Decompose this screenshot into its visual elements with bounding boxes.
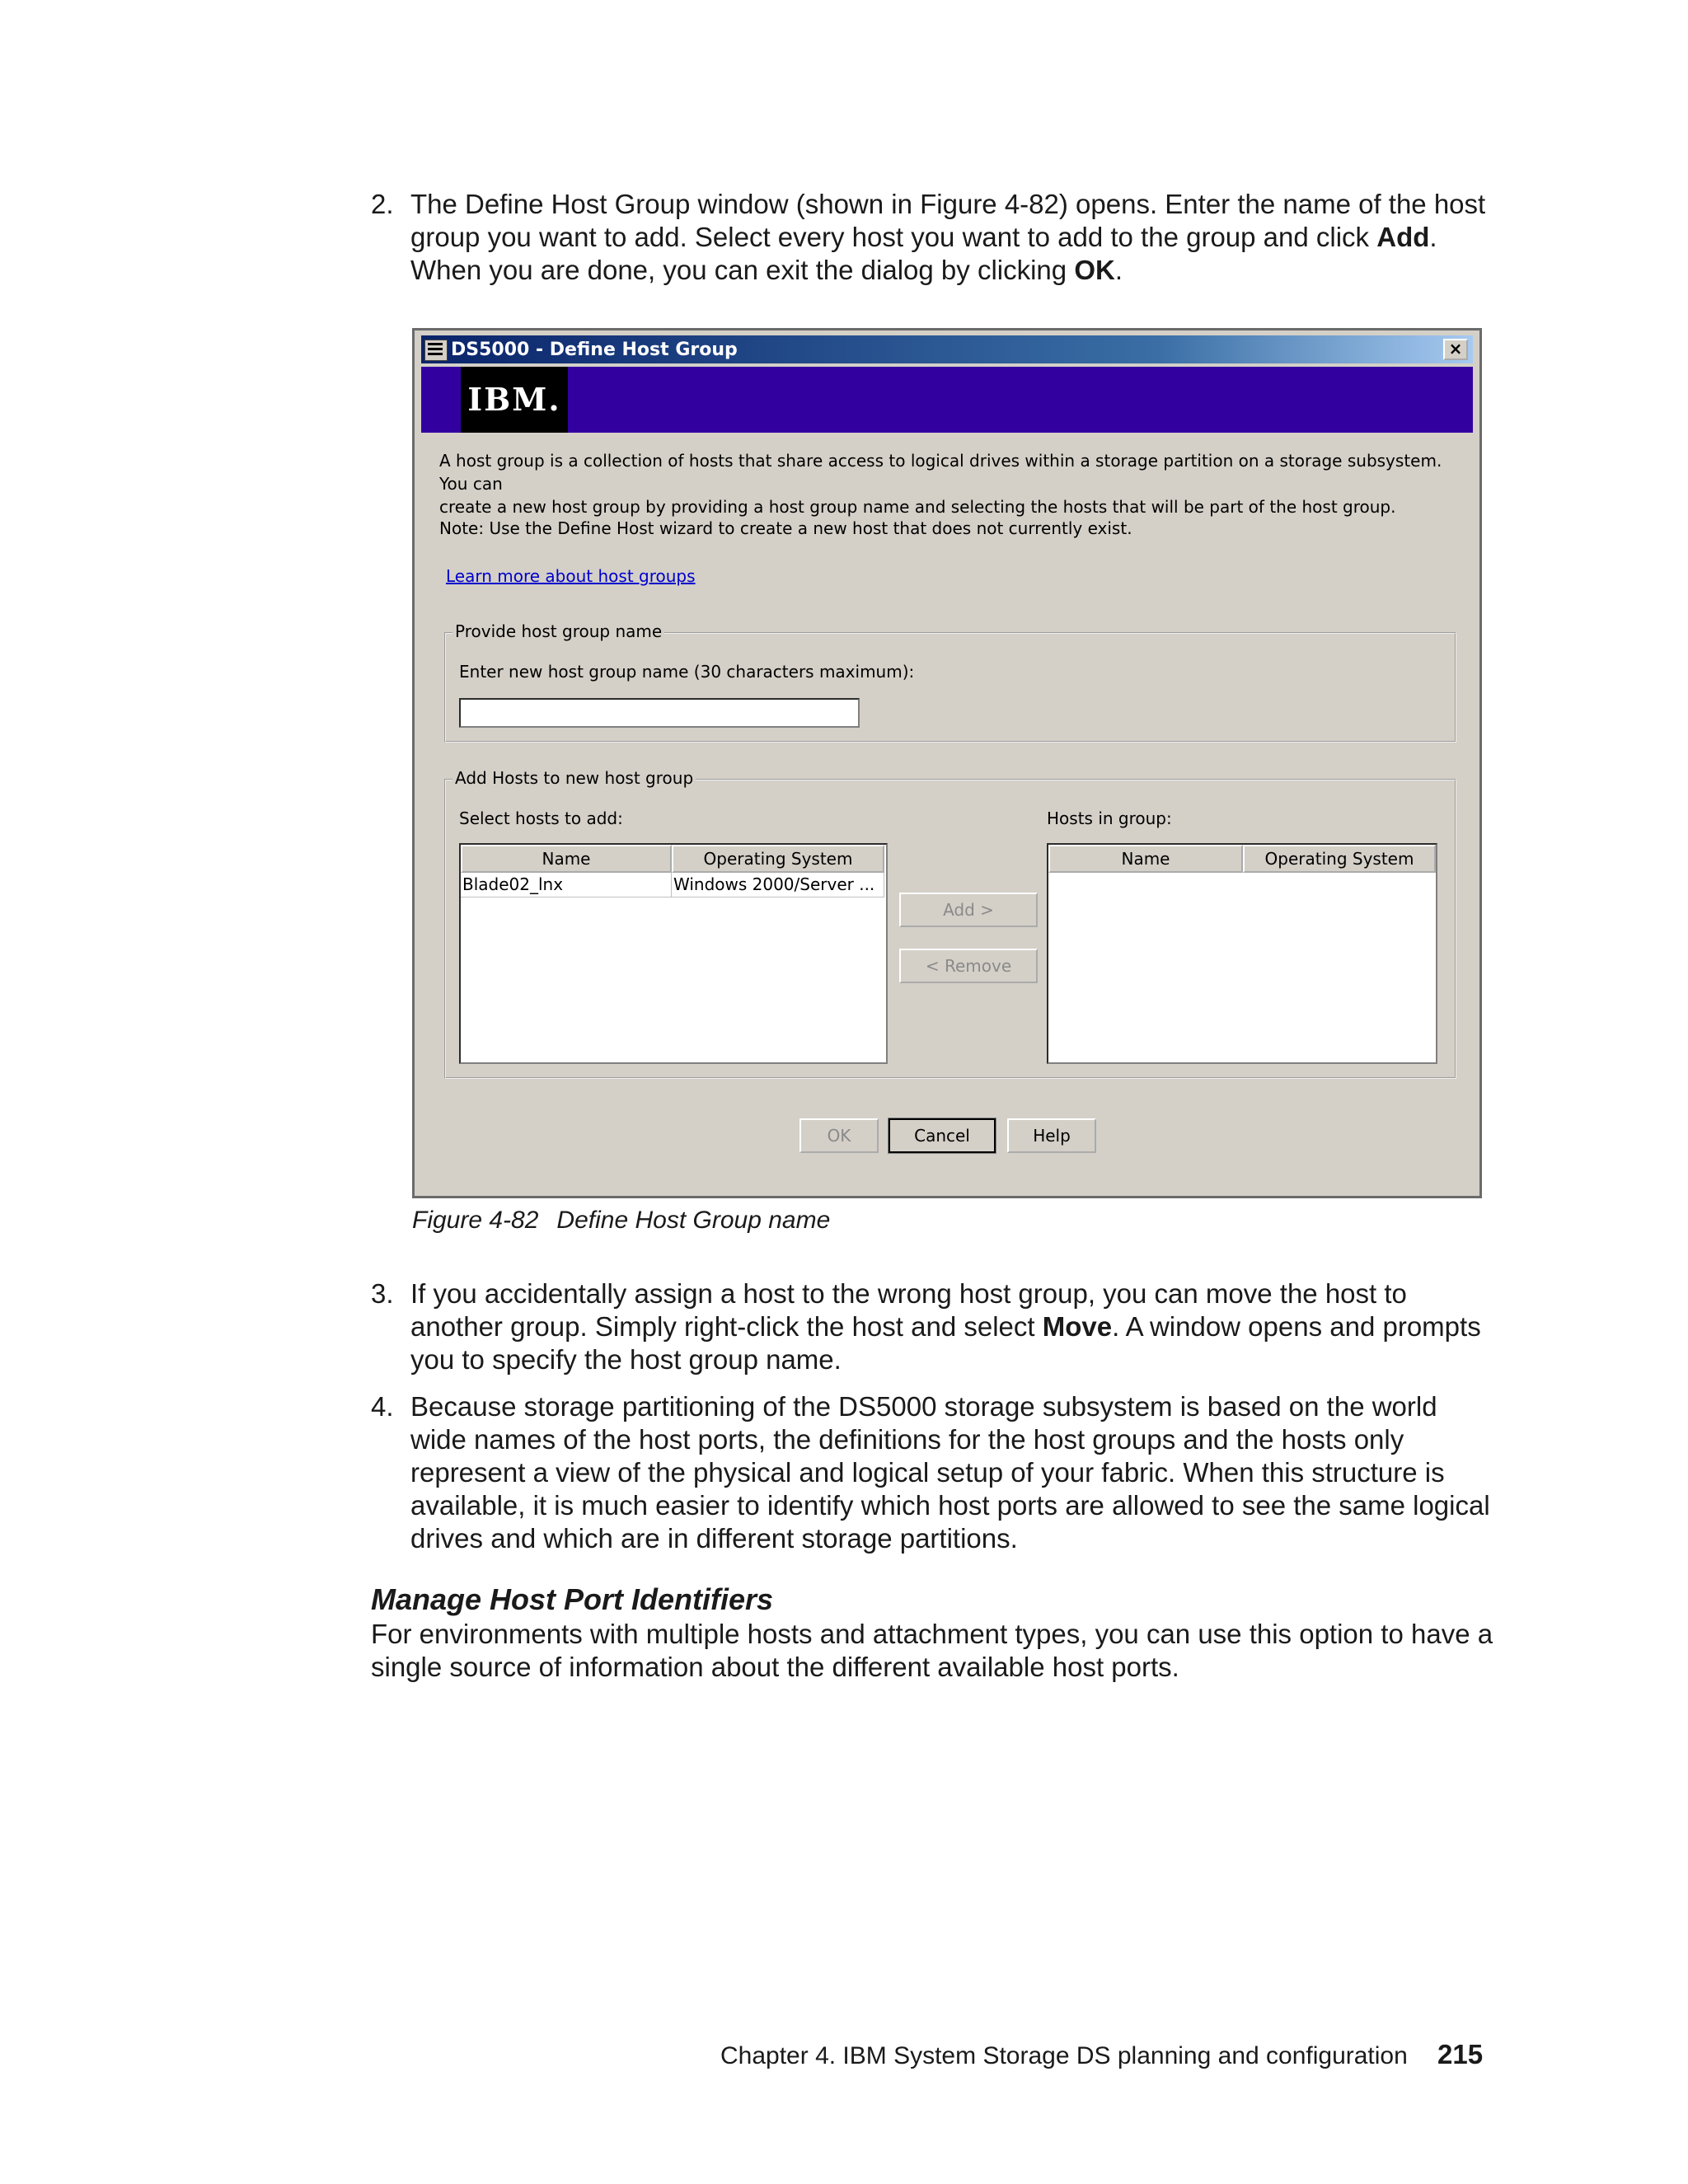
close-button[interactable]: ×: [1443, 339, 1468, 360]
text-line: represent a view of the physical and logical setup of your fabric. When this structure is: [410, 1457, 1445, 1488]
text-line: [410, 221, 1500, 254]
text-line: The Define Host Group window (shown in Figure 4-82) opens. Enter the name of the host: [410, 189, 1486, 219]
section-body: [371, 1618, 1500, 1684]
host-group-name-input[interactable]: [459, 698, 860, 728]
provide-name-group: [444, 621, 1456, 743]
figure-caption: [412, 1207, 830, 1235]
hosts-in-group-label: Hosts in group:: [1047, 808, 1172, 828]
chapter-footer: Chapter 4. IBM System Storage DS planning and configuration: [720, 2042, 1408, 2069]
remove-button[interactable]: < Remove: [899, 949, 1038, 983]
text-segment: .: [1429, 222, 1437, 252]
description: [439, 449, 1461, 518]
note-text: Note: Use the Define Host wizard to create a new host that does not currently exist.: [439, 518, 1132, 538]
step-number: 4.: [371, 1391, 394, 1422]
learn-more-link[interactable]: Learn more about host groups: [446, 566, 696, 586]
define-host-group-dialog: [412, 328, 1482, 1198]
table-header: [1048, 845, 1436, 873]
column-header-os[interactable]: Operating System: [1243, 845, 1436, 873]
page-number: 215: [1437, 2039, 1484, 2069]
text-segment: When you are done, you can exit the dialog by clicking: [410, 255, 1075, 285]
add-button[interactable]: Add >: [899, 893, 1038, 927]
description-line: A host group is a collection of hosts that share access to logical drives within a storage partition on a storage subsystem. You can: [439, 451, 1442, 494]
step-number: 3.: [371, 1278, 394, 1309]
text-line: single source of information about the different available host ports.: [371, 1652, 1179, 1682]
group-legend: Add Hosts to new host group: [452, 768, 696, 788]
text-line: If you accidentally assign a host to the wrong host group, you can move the host to: [410, 1278, 1407, 1309]
text-line: wide names of the host ports, the definitions for the host groups and the hosts only: [410, 1424, 1404, 1455]
section-heading: Manage Host Port Identifiers: [371, 1582, 774, 1616]
text-segment: group you want to add. Select every host you want to add to the group and click: [410, 222, 1377, 252]
step-4: [371, 1390, 1500, 1555]
text-line: you to specify the host group name.: [410, 1344, 842, 1375]
cancel-button[interactable]: Cancel: [889, 1118, 996, 1153]
text-line: For environments with multiple hosts and attachment types, you can use this option to have a: [371, 1619, 1493, 1649]
text-line: Because storage partitioning of the DS5000 storage subsystem is based on the world: [410, 1391, 1437, 1422]
ok-button[interactable]: OK: [799, 1118, 879, 1153]
table-header: [461, 845, 886, 873]
group-legend: Provide host group name: [452, 621, 664, 641]
step-3: [371, 1277, 1500, 1376]
column-header-name[interactable]: Name: [1048, 845, 1243, 873]
text-segment: another group. Simply right-click the host and select: [410, 1311, 1043, 1342]
name-label: Enter new host group name (30 characters maximum):: [459, 662, 915, 682]
step-text: [410, 1390, 1500, 1555]
step-text: [410, 188, 1500, 287]
description-line: create a new host group by providing a host group name and selecting the hosts that will be part of the host group.: [439, 497, 1396, 517]
available-hosts-table[interactable]: [459, 843, 888, 1064]
add-hosts-group: [444, 768, 1456, 1079]
hosts-in-group-table[interactable]: [1047, 843, 1437, 1064]
figure-label: Figure 4-82: [412, 1207, 539, 1234]
text-line: available, it is much easier to identify which host ports are allowed to see the same logical: [410, 1490, 1490, 1521]
ibm-banner: [421, 367, 1473, 433]
step-text: [410, 1277, 1500, 1376]
figure-title: Define Host Group name: [556, 1207, 831, 1234]
bold-term: Move: [1042, 1311, 1113, 1342]
text-segment: . A window opens and prompts: [1112, 1311, 1481, 1342]
text-segment: .: [1114, 255, 1123, 285]
help-button[interactable]: Help: [1007, 1118, 1096, 1153]
step-2: [371, 188, 1500, 287]
ibm-logo: IBM.: [461, 367, 568, 433]
app-icon: [424, 340, 448, 361]
column-header-name[interactable]: Name: [461, 845, 672, 873]
column-header-os[interactable]: Operating System: [672, 845, 884, 873]
text-line: [410, 254, 1500, 287]
window-title: DS5000 - Define Host Group: [451, 340, 738, 360]
bold-term: OK: [1074, 255, 1115, 285]
select-hosts-label: Select hosts to add:: [459, 808, 623, 828]
text-line: [410, 1310, 1500, 1343]
host-name-cell: Blade02_lnx: [461, 873, 672, 898]
host-os-cell: Windows 2000/Server ...: [672, 873, 884, 898]
step-number: 2.: [371, 189, 394, 219]
title-bar: [421, 335, 1473, 363]
text-line: drives and which are in different storage partitions.: [410, 1523, 1018, 1554]
bold-term: Add: [1376, 222, 1430, 252]
